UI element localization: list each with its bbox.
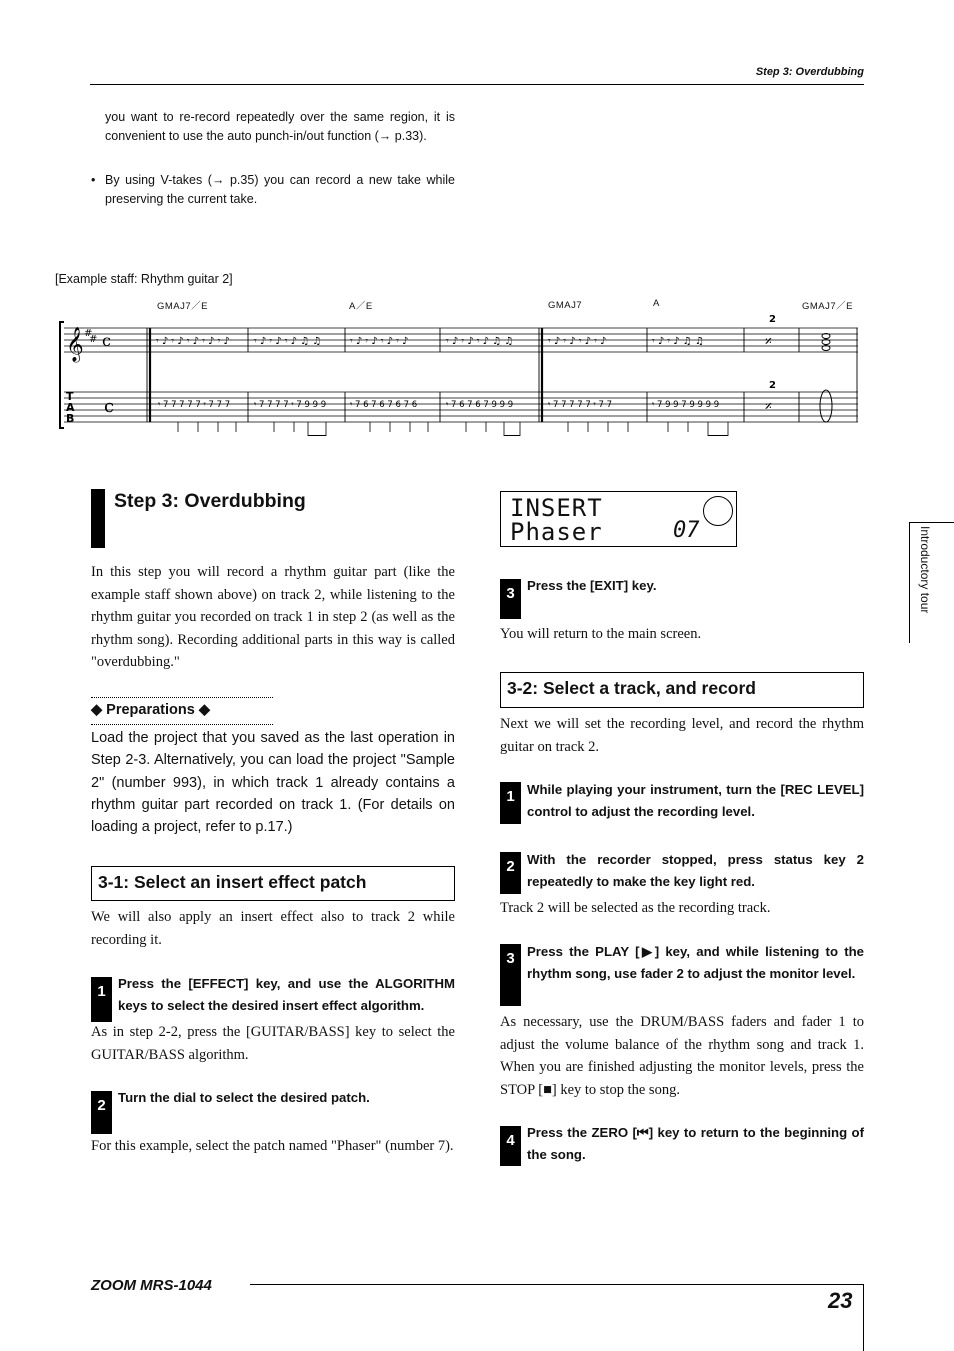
- step-detail: Track 2 will be selected as the recording track.: [500, 900, 771, 916]
- chord-label: GMAJ7／E: [802, 301, 854, 312]
- subsection-3-2-intro: Next we will set the recording level, and record the rhythm guitar on track 2.: [500, 716, 864, 755]
- step-detail: You will return to the main screen.: [500, 626, 702, 642]
- step-number: 4: [500, 1126, 521, 1166]
- svg-text:𝄾 ♪ 𝄾 ♪ 𝄾 ♪ 𝄾 ♪: 𝄾 ♪ 𝄾 ♪ 𝄾 ♪ 𝄾 ♪: [548, 336, 607, 347]
- svg-text:#: #: [89, 334, 98, 345]
- svg-text:𝄾 ♪ 𝄾 ♪ 𝄾 ♪ 𝄾 ♪ 𝄾 ♪: 𝄾 ♪ 𝄾 ♪ 𝄾 ♪ 𝄾 ♪ 𝄾 ♪: [156, 336, 230, 347]
- running-header: Step 3: Overdubbing: [755, 66, 864, 78]
- subsection-title: 3-2: Select a track, and record: [507, 678, 756, 698]
- staff-caption: [Example staff: Rhythm guitar 2]: [55, 272, 233, 286]
- svg-text:#: #: [84, 328, 93, 339]
- step-number: 1: [500, 782, 521, 824]
- preparations-text: Load the project that you saved as the last operation in Step 2-3. Alternatively, you can load the project "Sample 2" (number 993), in which track 1 already contains a rhythm guitar part recorded on track 1. (For details on loading a project, refer to p.17.): [91, 730, 455, 836]
- step-number: 2: [500, 852, 521, 894]
- subsection-3-2-box: [500, 672, 864, 708]
- bullet-text: By using V-takes (→ p.35) you can record a new take while preserving the current take.: [105, 173, 455, 206]
- step-instruction: Turn the dial to select the desired patch.: [118, 1090, 370, 1105]
- subsection-3-1-intro: We will also apply an insert effect also to track 2 while recording it.: [91, 909, 455, 948]
- chapter-side-tab-label: Introductory tour: [918, 526, 932, 614]
- svg-text:B: B: [66, 412, 75, 425]
- step-instruction: Press the ZERO [⏮] key to return to the beginning of the song.: [527, 1125, 864, 1163]
- svg-text:A: A: [66, 401, 75, 414]
- step-detail: For this example, select the patch named "Phaser" (number 7).: [91, 1138, 454, 1154]
- bullet-mark: •: [91, 173, 96, 187]
- header-rule: [90, 84, 864, 85]
- step-number: 3: [500, 944, 521, 1006]
- staff-notation-graphic: [58, 314, 860, 436]
- step-number: 1: [91, 977, 112, 1022]
- svg-text:𝄾 7 7 7 7 7 𝄾 7 7 7: 𝄾 7 7 7 7 7 𝄾 7 7 7: [158, 400, 231, 410]
- subsection-3-1-box: [91, 866, 455, 901]
- step-number: 2: [91, 1091, 112, 1134]
- intro-continued-text: you want to re-record repeatedly over the same region, it is convenient to use the auto punch-in/out function (→ p.33).: [105, 110, 455, 143]
- svg-text:𝄾 7 9 9 7 9 9 9 9: 𝄾 7 9 9 7 9 9 9 9: [652, 400, 720, 410]
- svg-text:𝄾 7 6 7 6 7 6 7 6: 𝄾 7 6 7 6 7 6 7 6: [350, 400, 418, 410]
- svg-text:𝄾 ♪ 𝄾 ♪ ♫ ♫: 𝄾 ♪ 𝄾 ♪ ♫ ♫: [652, 336, 704, 347]
- footer-product-name: ZOOM MRS-1044: [91, 1277, 212, 1294]
- lcd-line-2: Phaser: [510, 518, 603, 546]
- step-number: 3: [500, 579, 521, 619]
- svg-text:c: c: [102, 331, 111, 350]
- svg-text:𝄾 7 7 7 7 7 𝄾 7 7: 𝄾 7 7 7 7 7 𝄾 7 7: [548, 400, 612, 410]
- step-instruction: While playing your instrument, turn the [REC LEVEL] control to adjust the recording level.: [527, 782, 864, 820]
- footer-vertical-rule: [863, 1284, 864, 1351]
- lcd-patch-number: 07: [673, 518, 700, 543]
- lcd-indicator-circle: [703, 496, 733, 526]
- svg-text:𝄾 7 6 7 6 7 9 9 9: 𝄾 7 6 7 6 7 9 9 9: [446, 400, 514, 410]
- svg-text:𝄎: 𝄎: [765, 334, 772, 350]
- footer-rule: [250, 1284, 864, 1285]
- preparations-label: ◆ Preparations ◆: [91, 702, 211, 718]
- step-instruction: Press the [EXIT] key.: [527, 578, 657, 593]
- intro-bullet: [91, 171, 455, 209]
- section-title-bar: [91, 489, 105, 548]
- music-staff: [58, 296, 860, 436]
- svg-text:𝄾 7 7 7 7 𝄾 7 9 9 9: 𝄾 7 7 7 7 𝄾 7 9 9 9: [254, 400, 327, 410]
- step3-intro: In this step you will record a rhythm guitar part (like the example staff shown above) on track 2, while listening to the rhythm guitar you recorded on track 1 in step 2 (as well as the rhythm song). Recording additional parts in this way is called "overdubbing.": [91, 564, 455, 671]
- svg-text:2: 2: [769, 380, 776, 391]
- step-instruction: With the recorder stopped, press status key 2 repeatedly to make the key light red.: [527, 852, 864, 890]
- step-instruction: Press the PLAY [▶] key, and while listening to the rhythm song, use fader 2 to adjust the monitor level.: [527, 944, 864, 982]
- chord-label: A／E: [349, 301, 373, 312]
- page-number: 23: [828, 1288, 853, 1313]
- svg-text:𝄾 ♪ 𝄾 ♪ 𝄾 ♪ 𝄾 ♪: 𝄾 ♪ 𝄾 ♪ 𝄾 ♪ 𝄾 ♪: [350, 336, 409, 347]
- svg-text:c: c: [104, 396, 115, 417]
- svg-text:𝄎: 𝄎: [765, 399, 772, 415]
- svg-text:𝄾 ♪ 𝄾 ♪ 𝄾 ♪ ♫ ♫: 𝄾 ♪ 𝄾 ♪ 𝄾 ♪ ♫ ♫: [446, 336, 514, 347]
- svg-text:𝄾 ♪ 𝄾 ♪ 𝄾 ♪ ♫ ♫: 𝄾 ♪ 𝄾 ♪ 𝄾 ♪ ♫ ♫: [254, 336, 322, 347]
- chord-label: GMAJ7／E: [157, 301, 209, 312]
- step-instruction: Press the [EFFECT] key, and use the ALGORITHM keys to select the desired insert effect algorithm.: [118, 976, 455, 1014]
- svg-text:𝄞: 𝄞: [66, 327, 84, 362]
- svg-text:T: T: [66, 390, 74, 403]
- step-detail: As necessary, use the DRUM/BASS faders and fader 1 to adjust the volume balance of the rhythm song and track 1. When you are finished adjusting the monitor levels, press the STOP [■] key to stop the song.: [500, 1014, 864, 1098]
- page-title: Step 3: Overdubbing: [114, 490, 306, 512]
- chord-label: A: [653, 298, 660, 309]
- subsection-title: 3-1: Select an insert effect patch: [98, 872, 367, 892]
- step-detail: As in step 2-2, press the [GUITAR/BASS] key to select the GUITAR/BASS algorithm.: [91, 1024, 455, 1063]
- svg-text:2: 2: [769, 314, 776, 325]
- chord-label: GMAJ7: [548, 300, 583, 311]
- lcd-display: [500, 491, 737, 547]
- lcd-line-1: INSERT: [510, 494, 603, 522]
